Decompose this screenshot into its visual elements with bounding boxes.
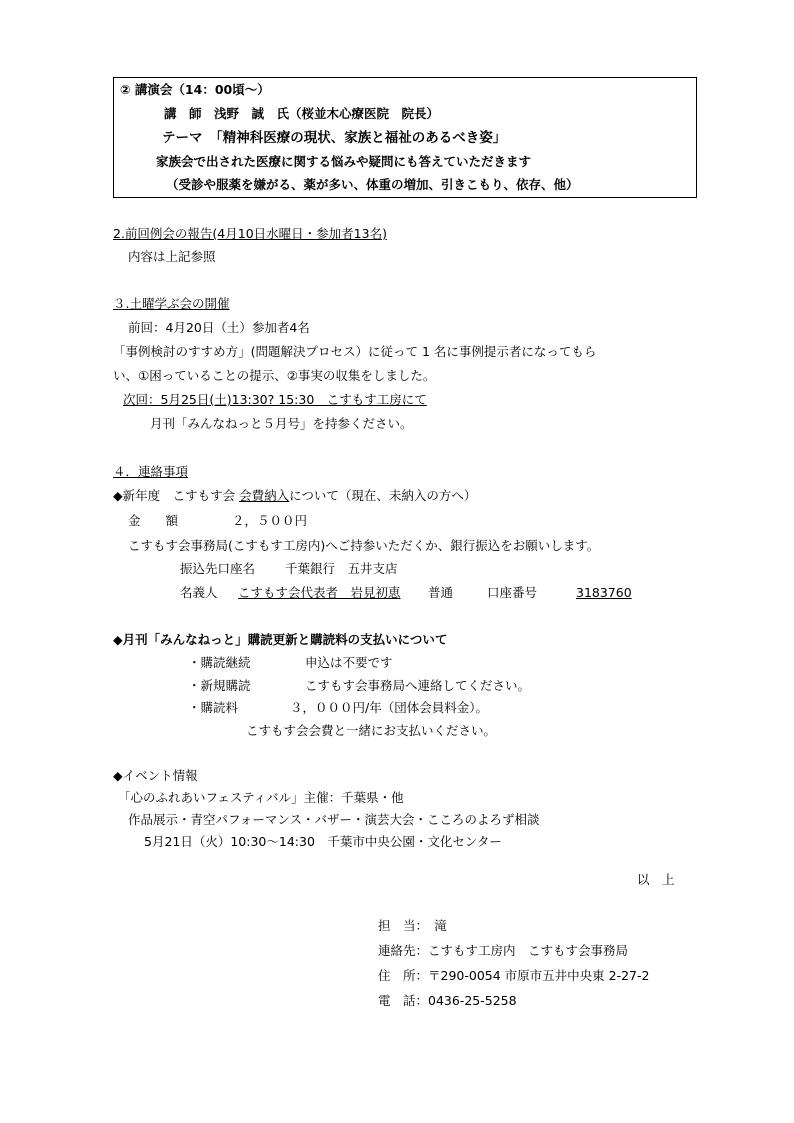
account-type: 普通 bbox=[428, 585, 454, 600]
bank-label: 振込先口座名 bbox=[180, 561, 256, 576]
subscription-fee-note: こすもす会会費と一緒にお支払いください。 bbox=[246, 723, 497, 738]
lecture-examples: （受診や服薬を嫌がる、薬が多い、体重の増加、引きこもり、依存、他） bbox=[166, 177, 579, 192]
lecturer: 講 師 浅野 誠 氏（桜並木心療医院 院長） bbox=[164, 106, 440, 121]
closing: 以 上 bbox=[637, 872, 675, 887]
event-line-1: 「心のふれあいフェスティバル」主催：千葉県・他 bbox=[118, 790, 404, 805]
amount-label: 金 額 bbox=[128, 513, 179, 528]
new-value: こすもす会事務局へ連絡してください。 bbox=[305, 678, 531, 693]
lecture-description: 家族会で出された医療に関する悩みや疑問にも答えていただきます bbox=[156, 154, 532, 169]
holder-value: こすもす会代表者 岩見初恵 bbox=[238, 585, 401, 600]
section3-description-2: い、①困っていることの提示、②事実の収集をしました。 bbox=[113, 368, 436, 383]
section3-description-1: 「事例検討のすすめ方」(問題解決プロセス）に従って 1 名に事例提示者になってもら bbox=[113, 344, 597, 359]
lecture-theme: テーマ 「精神科医療の現状、家族と福祉のあるべき姿」 bbox=[162, 130, 507, 146]
contact-person: 担 当： 滝 bbox=[378, 918, 447, 933]
contact-phone: 電 話：0436-25-5258 bbox=[378, 993, 517, 1008]
account-number: 3183760 bbox=[576, 585, 632, 600]
event-title: ◆イベント情報 bbox=[113, 768, 198, 783]
bank-value: 千葉銀行 五井支店 bbox=[285, 561, 398, 576]
new-label: ・新規購読 bbox=[188, 678, 251, 693]
minnanet-title: ◆月刊「みんなねっと」購読更新と購読料の支払いについて bbox=[113, 632, 448, 647]
fee-title-pre: ◆新年度 こすもす会 bbox=[113, 488, 240, 503]
section4-heading: ４．連絡事項 bbox=[113, 464, 189, 479]
section3-next: 次回：5月25日(土)13:30? 15:30 こすもす工房にて bbox=[123, 392, 427, 407]
subscription-fee-value: ３，０００円/年（団体会員料金）。 bbox=[290, 700, 488, 715]
fee-title-underlined: 会費納入 bbox=[239, 488, 290, 503]
holder-label: 名義人 bbox=[180, 585, 218, 600]
lecture-title: ② 講演会（14：00頃～） bbox=[120, 82, 270, 97]
renew-label: ・購読継続 bbox=[188, 655, 251, 670]
fee-instructions: こすもす会事務局(こすもす工房内)へご持参いただくか、銀行振込をお願いします。 bbox=[128, 538, 600, 553]
subscription-fee-label: ・購読料 bbox=[188, 700, 239, 715]
fee-title bbox=[113, 490, 476, 503]
contact-organization: 連絡先：こすもす工房内 こすもす会事務局 bbox=[378, 943, 629, 958]
contact-address: 住 所：〒290-0054 市原市五井中央東 2-27-2 bbox=[378, 968, 650, 983]
section2-body: 内容は上記参照 bbox=[128, 249, 216, 264]
lecture-box bbox=[113, 77, 697, 198]
event-line-2: 作品展示・青空パフォーマンス・バザー・演芸大会・こころのよろず相談 bbox=[128, 812, 540, 827]
section3-bring-note: 月刊「みんなねっと５月号」を持参ください。 bbox=[150, 416, 413, 431]
amount-value: ２，５００円 bbox=[232, 513, 308, 528]
section3-previous: 前回：4月20日（土）参加者4名 bbox=[128, 320, 310, 335]
event-line-3: 5月21日（火）10:30～14:30 千葉市中央公園・文化センター bbox=[144, 834, 502, 849]
renew-value: 申込は不要です bbox=[305, 655, 393, 670]
account-label: 口座番号 bbox=[487, 585, 538, 600]
section2-heading: 2.前回例会の報告(4月10日水曜日・参加者13名) bbox=[113, 226, 387, 241]
fee-title-post: について（現在、未納入の方へ） bbox=[289, 488, 477, 503]
section3-heading: ３.土曜学ぶ会の開催 bbox=[113, 296, 230, 311]
